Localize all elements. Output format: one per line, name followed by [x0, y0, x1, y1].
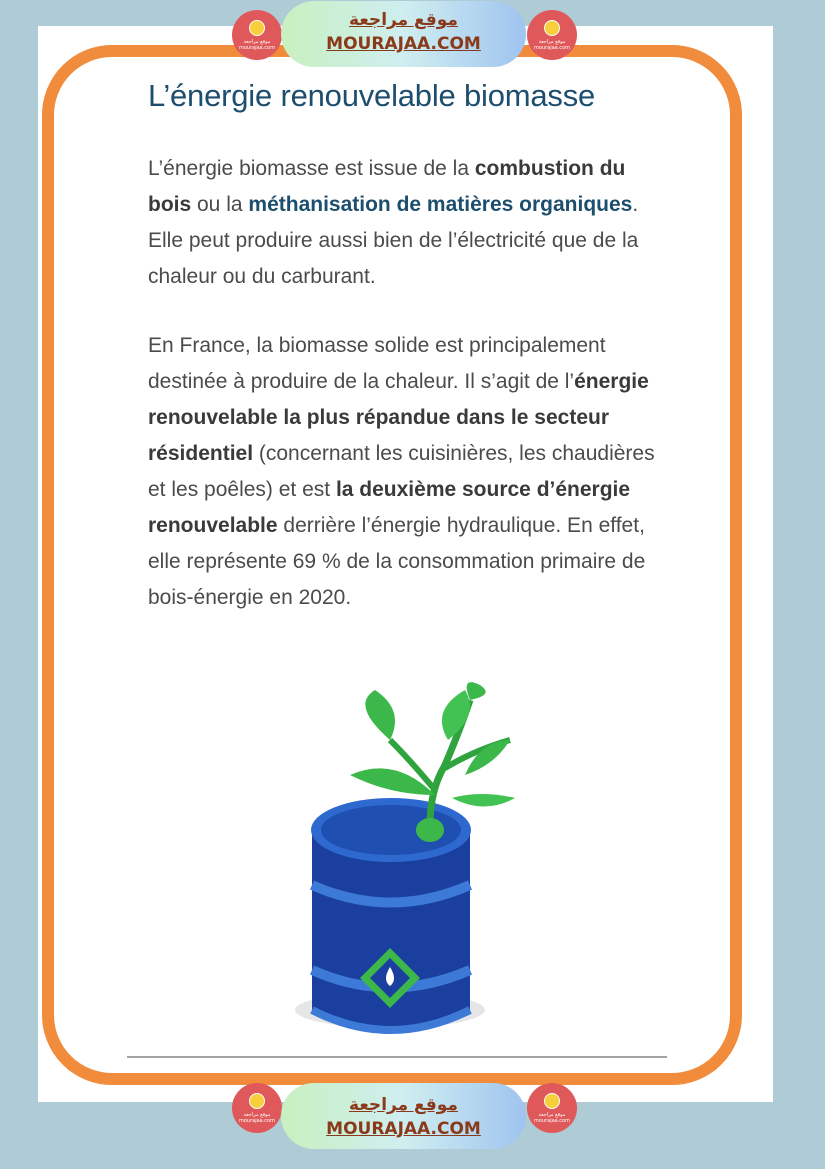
mourajaa-logo-icon: موقع مراجعة mourajaa.com [527, 1083, 577, 1133]
watermark-arabic: موقع مراجعة [349, 1095, 458, 1115]
paragraph-biomass-france: En France, la biomasse solide est principalement destinée à produire de la chaleur. Il s’agit de l’énergie renouvelable la plus répandue dans le secteur résidentiel (concernant les cuisinières, les chaudières et les poêles) et est la deuxième source d’énergie renouvelable derrière l’énergie hydraulique. En effet, elle représente 69 % de la consommation primaire de bois-énergie en 2020. [148, 334, 655, 609]
mourajaa-logo-icon: موقع مراجعة mourajaa.com [232, 1083, 282, 1133]
biomass-barrel-sprout-icon [280, 680, 530, 1060]
paragraph-biomass-definition: L’énergie biomasse est issue de la combustion du bois ou la méthanisation de matières organiques. Elle peut produire aussi bien de l’électricité que de la chaleur ou du carburant. [148, 157, 639, 288]
mourajaa-logo-icon: موقع مراجعة mourajaa.com [527, 10, 577, 60]
watermark-site-link[interactable]: MOURAJAA.COM [326, 34, 481, 54]
mourajaa-logo-icon: موقع مراجعة mourajaa.com [232, 10, 282, 60]
watermark-badge[interactable] [281, 1083, 526, 1149]
page-title: L’énergie renouvelable biomasse [148, 78, 596, 113]
watermark-arabic: موقع مراجعة [349, 10, 458, 30]
divider [127, 1056, 667, 1058]
watermark-site-link[interactable]: MOURAJAA.COM [326, 1119, 481, 1139]
watermark-badge[interactable] [281, 1, 526, 67]
